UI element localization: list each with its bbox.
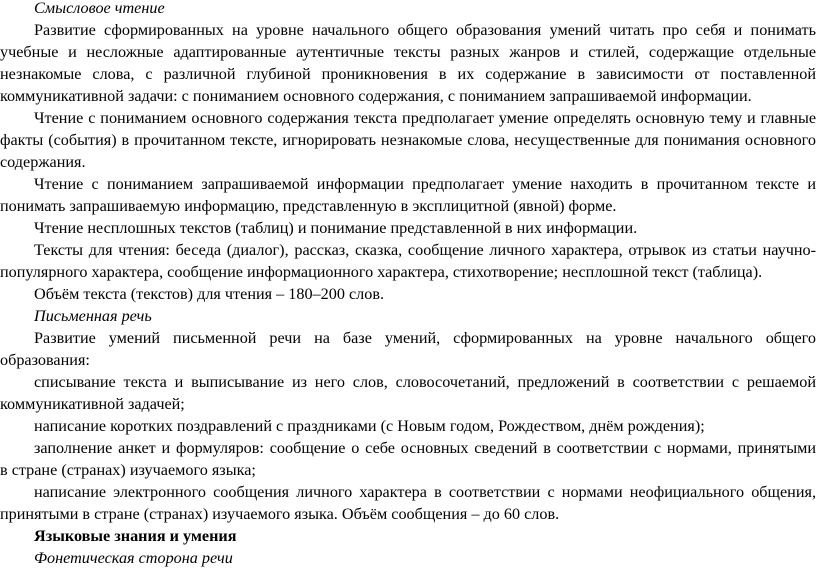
heading-reading: Смысловое чтение <box>34 0 165 17</box>
text-line: Развитие сформированных на уровне начального общего образования умений читать про себя и понимать <box>34 21 816 39</box>
text-line: Чтение с пониманием основного содержания текста предполагает умение определять основную тему и главные <box>34 109 816 127</box>
text-line: популярного характера, сообщение информационного характера, стихотворение; несплошной текст (таблица). <box>0 263 763 281</box>
heading-writing: Письменная речь <box>34 307 152 325</box>
text-line: заполнение анкет и формуляров: сообщение о себе основных сведений в соответствии с нормами, принятыми <box>34 439 816 457</box>
text-line: списывание текста и выписывание из него слов, словосочетаний, предложений в соответствии с решаемой <box>34 373 816 391</box>
text-line: содержания. <box>0 153 86 171</box>
heading-language-skills: Языковые знания и умения <box>34 527 237 545</box>
text-line: в стране (странах) изучаемого языка; <box>0 461 256 479</box>
heading-phonetics: Фонетическая сторона речи <box>34 549 233 567</box>
text-line: Чтение несплошных текстов (таблиц) и понимание представленной в них информации. <box>34 219 638 237</box>
text-line: коммуникативной задачей; <box>0 395 185 413</box>
text-line: образования: <box>0 351 90 369</box>
text-line: Чтение с пониманием запрашиваемой информации предполагает умение находить в прочитанном тексте и <box>34 175 816 193</box>
text-line: написание электронного сообщения личного характера в соответствии с нормами неофициального общения, <box>34 483 816 501</box>
text-line: коммуникативной задачи: с пониманием основного содержания, с пониманием запрашиваемой информации. <box>0 87 752 105</box>
text-line: Объём текста (текстов) для чтения – 180–200 слов. <box>34 285 385 303</box>
text-line: принятыми в стране (странах) изучаемого языка. Объём сообщения – до 60 слов. <box>0 505 560 523</box>
text-line: Тексты для чтения: беседа (диалог), рассказ, сказка, сообщение личного характера, отрывок из статьи научно- <box>34 241 816 259</box>
text-line: Развитие умений письменной речи на базе умений, сформированных на уровне начального общего <box>34 329 816 347</box>
text-line: факты (события) в прочитанном тексте, игнорировать незнакомые слова, несущественные для понимания основного <box>0 131 816 149</box>
text-line: понимать запрашиваемую информацию, представленную в эксплицитной (явной) форме. <box>0 197 617 215</box>
text-line: незнакомые слова, с различной глубиной проникновения в их содержание в зависимости от поставленной <box>0 65 816 83</box>
text-line: написание коротких поздравлений с праздниками (с Новым годом, Рождеством, днём рождения); <box>34 417 705 435</box>
text-line: учебные и несложные адаптированные аутентичные тексты разных жанров и стилей, содержащие отдельные <box>0 43 816 61</box>
